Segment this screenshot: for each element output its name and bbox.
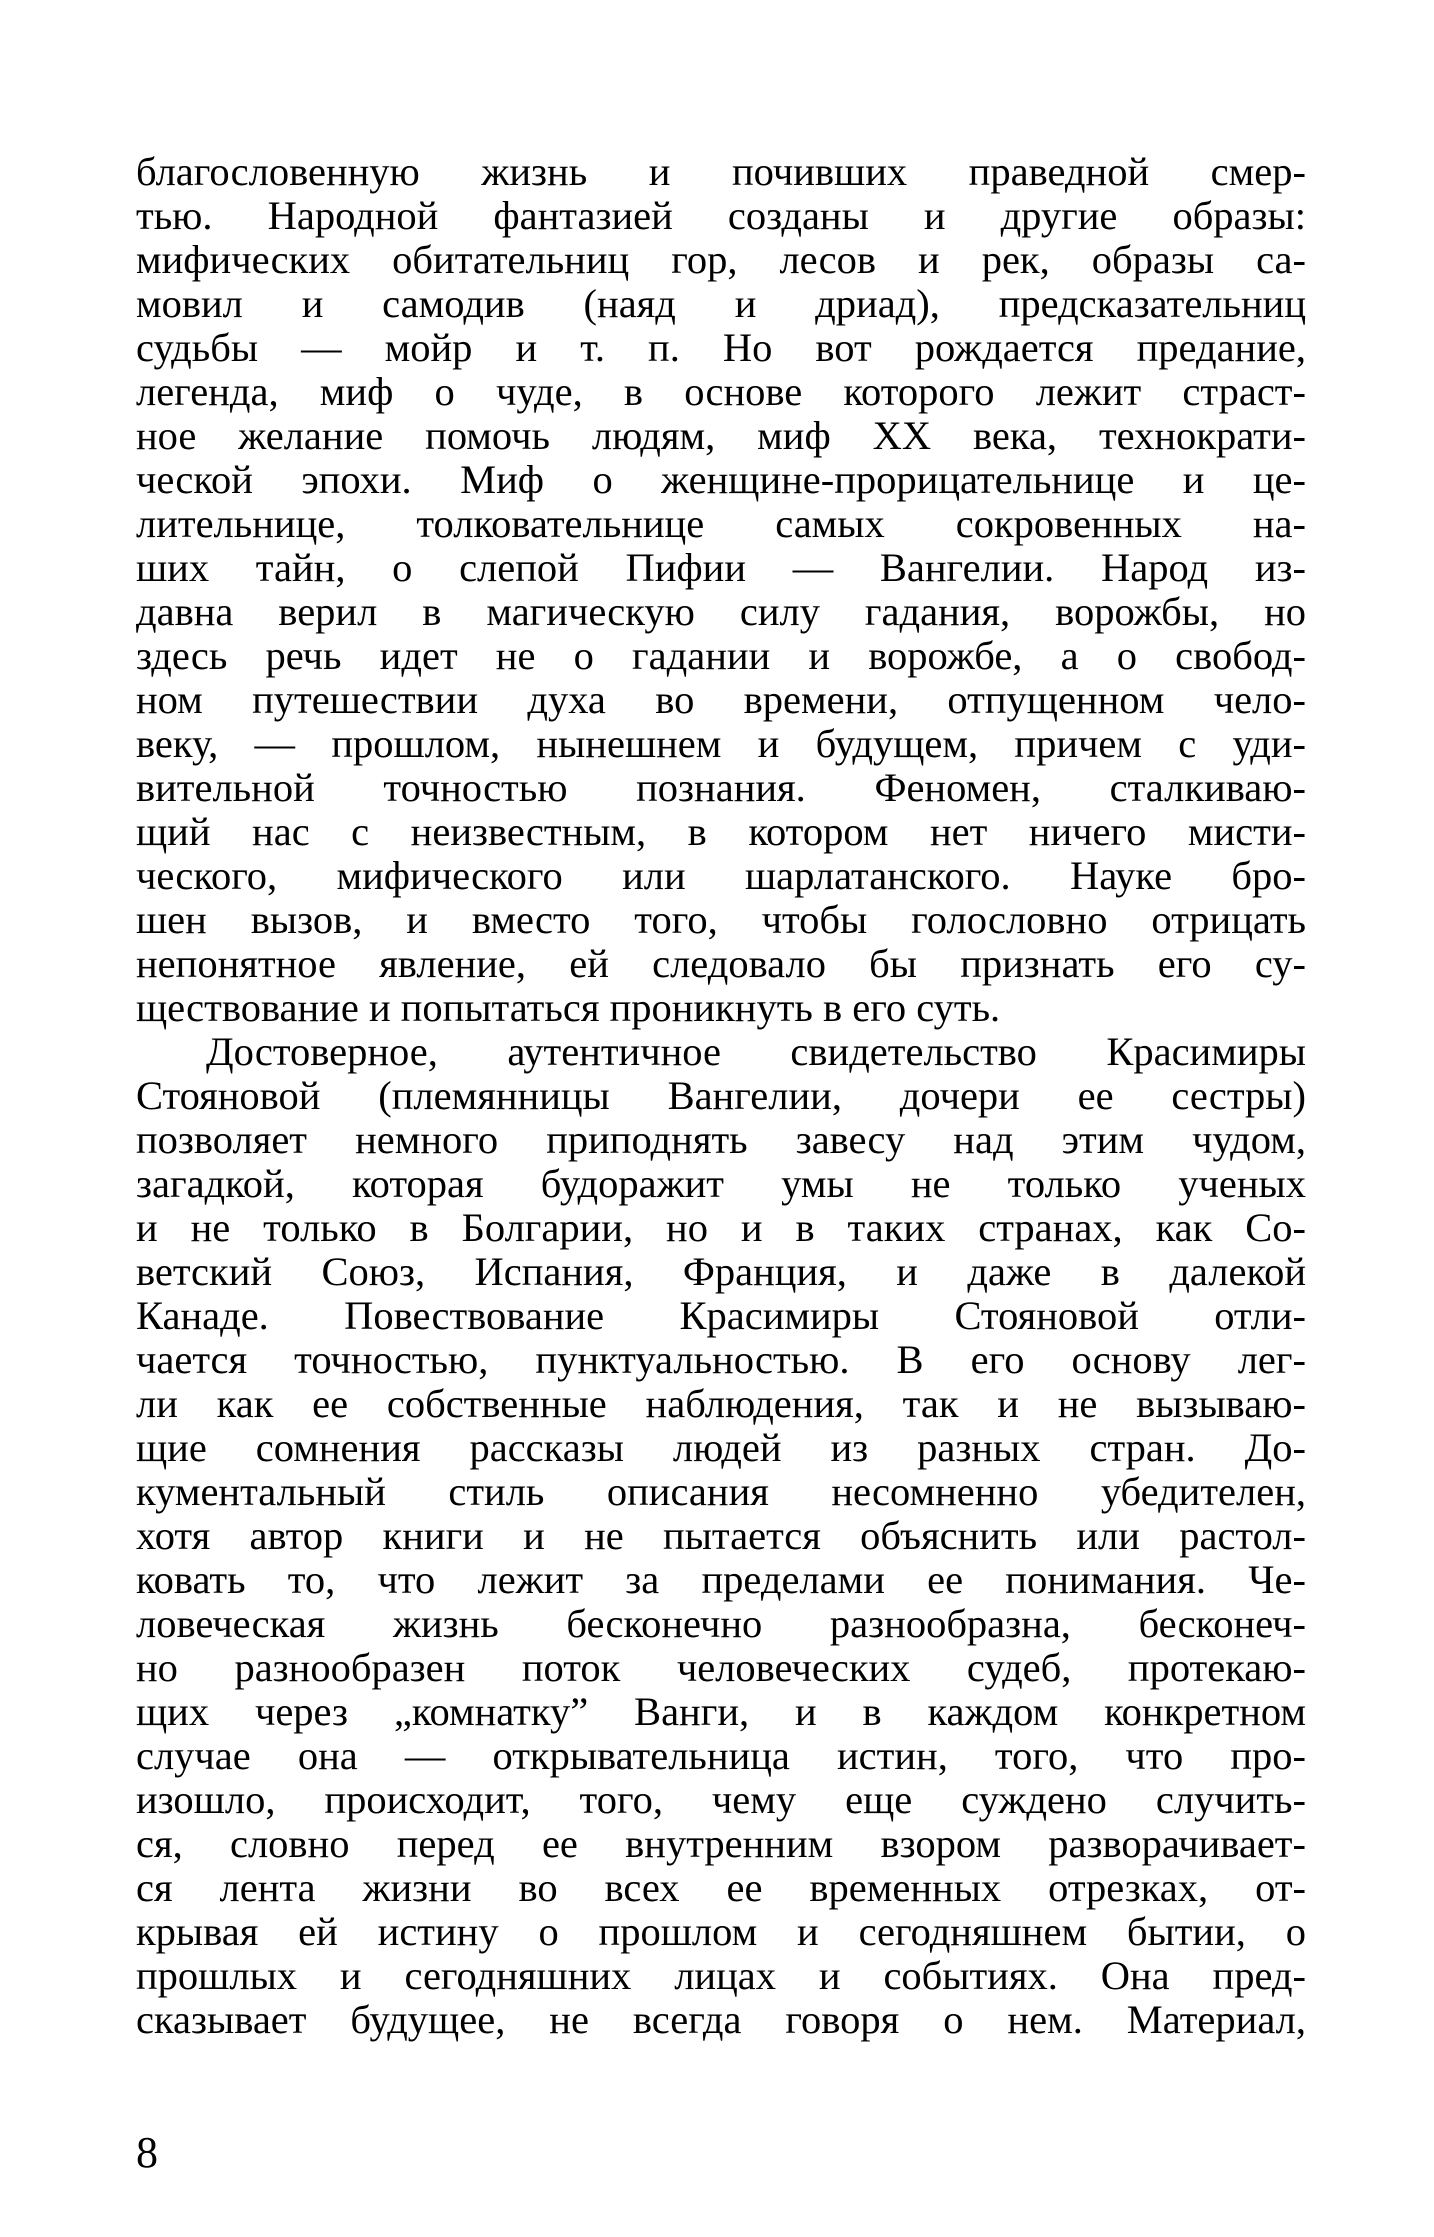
text-line: лительнице, толковательнице самых сокровенных на- [136,502,1306,546]
page-number: 8 [136,2128,158,2177]
text-line: чается точностью, пунктуальностью. В его основу лег- [136,1338,1306,1382]
text-line: тью. Народной фантазией созданы и другие образы: [136,194,1306,238]
text-line: крывая ей истину о прошлом и сегодняшнем бытии, о [136,1910,1306,1954]
text-line: Достоверное, аутентичное свидетельство Красимиры [206,1030,1306,1074]
text-line: Стояновой (племянницы Вангелии, дочери ее сестры) [136,1074,1306,1118]
text-line: загадкой, которая будоражит умы не только ученых [136,1162,1306,1206]
text-line: мифических обитательниц гор, лесов и рек, образы са- [136,238,1306,282]
text-line: щий нас с неизвестным, в котором нет ничего мисти- [136,810,1306,854]
text-line: ветский Союз, Испания, Франция, и даже в далекой [136,1250,1306,1294]
text-line: ное желание помочь людям, миф XX века, технократи- [136,414,1306,458]
text-line: мовил и самодив (наяд и дриад), предсказательниц [136,282,1306,326]
text-line: и не только в Болгарии, но и в таких странах, как Со- [136,1206,1306,1250]
text-line: прошлых и сегодняшних лицах и событиях. Она пред- [136,1954,1306,1998]
paragraph [136,1030,1306,2042]
text-line: ся лента жизни во всех ее временных отрезках, от- [136,1866,1306,1910]
text-line: ческого, мифического или шарлатанского. Науке бро- [136,854,1306,898]
text-line: ческой эпохи. Миф о женщине-прорицательнице и це- [136,458,1306,502]
text-line: щих через „комнатку” Ванги, и в каждом конкретном [136,1690,1306,1734]
text-line: давна верил в магическую силу гадания, ворожбы, но [136,590,1306,634]
paragraph [136,150,1306,1030]
text-line: непонятное явление, ей следовало бы признать его су- [136,942,1306,986]
text-line: ном путешествии духа во времени, отпущенном чело- [136,678,1306,722]
text-line: кументальный стиль описания несомненно убедителен, [136,1470,1306,1514]
text-line: Канаде. Повествование Красимиры Стояновой отли- [136,1294,1306,1338]
text-line: ковать то, что лежит за пределами ее понимания. Че- [136,1558,1306,1602]
page-text [136,150,1306,2042]
text-line: изошло, происходит, того, чему еще суждено случить- [136,1778,1306,1822]
text-line: хотя автор книги и не пытается объяснить или растол- [136,1514,1306,1558]
text-line: случае она — открывательница истин, того, что про- [136,1734,1306,1778]
text-line: судьбы — мойр и т. п. Но вот рождается предание, [136,326,1306,370]
text-line: ся, словно перед ее внутренним взором разворачивает- [136,1822,1306,1866]
text-line: здесь речь идет не о гадании и ворожбе, а о свобод- [136,634,1306,678]
text-line: но разнообразен поток человеческих судеб, протекаю- [136,1646,1306,1690]
text-line: шен вызов, и вместо того, чтобы голословно отрицать [136,898,1306,942]
text-line: ловеческая жизнь бесконечно разнообразна, бесконеч- [136,1602,1306,1646]
text-line: ших тайн, о слепой Пифии — Вангелии. Народ из- [136,546,1306,590]
text-line: сказывает будущее, не всегда говоря о нем. Материал, [136,1998,1306,2042]
text-line: благословенную жизнь и почивших праведной смер- [136,150,1306,194]
text-line: легенда, миф о чуде, в основе которого лежит страст- [136,370,1306,414]
text-line: ли как ее собственные наблюдения, так и не вызываю- [136,1382,1306,1426]
text-line: позволяет немного приподнять завесу над этим чудом, [136,1118,1306,1162]
text-line: веку, — прошлом, нынешнем и будущем, причем с уди- [136,722,1306,766]
text-line: щие сомнения рассказы людей из разных стран. До- [136,1426,1306,1470]
text-line: ществование и попытаться проникнуть в его суть. [136,986,1001,1030]
text-line: вительной точностью познания. Феномен, сталкиваю- [136,766,1306,810]
